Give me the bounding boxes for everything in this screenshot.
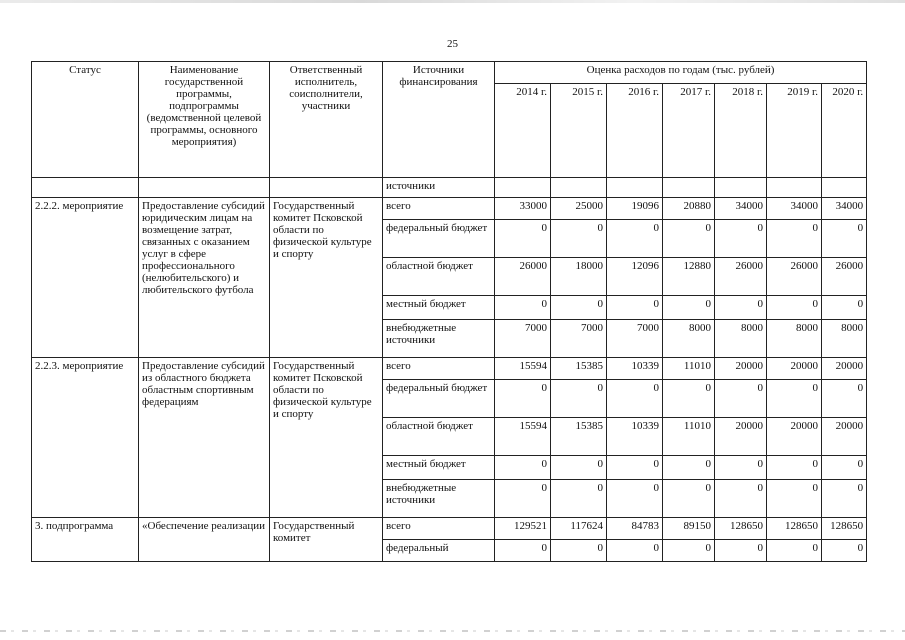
source-cell: федеральный бюджет [383,380,495,418]
source-cell: всего [383,518,495,540]
table-cell [139,178,270,198]
value-cell: 128650 [822,518,867,540]
table-cell [715,178,767,198]
value-cell: 20000 [822,418,867,456]
value-cell: 0 [663,380,715,418]
source-cell: всего [383,198,495,220]
value-cell: 0 [495,296,551,320]
program-name-cell: Предоставление субсидий юридическим лицам на возмещение затрат, связанных с оказанием услуг в сфере профессионального (нелюбительского) и любительского футбола [139,198,270,358]
value-cell: 26000 [715,258,767,296]
header-year: 2019 г. [767,84,822,178]
value-cell: 34000 [767,198,822,220]
value-cell: 0 [551,540,607,562]
value-cell: 0 [607,380,663,418]
table-cell [32,178,139,198]
header-year: 2016 г. [607,84,663,178]
value-cell: 0 [551,220,607,258]
value-cell: 0 [822,480,867,518]
value-cell: 0 [715,296,767,320]
value-cell: 8000 [663,320,715,358]
value-cell: 0 [607,540,663,562]
header-year: 2020 г. [822,84,867,178]
value-cell: 0 [663,220,715,258]
value-cell: 0 [663,456,715,480]
value-cell: 0 [822,296,867,320]
header-responsible: Ответственный исполнитель, соисполнители, участники [270,62,383,178]
value-cell: 0 [551,480,607,518]
value-cell: 0 [767,540,822,562]
value-cell: 20000 [715,358,767,380]
source-cell: федеральный бюджет [383,220,495,258]
value-cell: 0 [495,456,551,480]
value-cell: 89150 [663,518,715,540]
value-cell: 0 [663,296,715,320]
value-cell: 19096 [607,198,663,220]
value-cell: 18000 [551,258,607,296]
value-cell: 33000 [495,198,551,220]
value-cell: 0 [663,480,715,518]
value-cell: 12096 [607,258,663,296]
value-cell: 0 [551,380,607,418]
value-cell: 20000 [822,358,867,380]
value-cell: 0 [551,296,607,320]
table-cell [767,178,822,198]
scan-edge-top [0,0,905,3]
value-cell: 0 [767,296,822,320]
value-cell: 26000 [495,258,551,296]
status-cell: 2.2.3. мероприятие [32,358,139,518]
table-cell [551,178,607,198]
value-cell: 0 [495,540,551,562]
value-cell: 20000 [767,418,822,456]
header-sources: Источники финансирования [383,62,495,178]
responsible-cell: Государственный комитет Псковской области по физической культуре и спорту [270,358,383,518]
table-cell [822,178,867,198]
source-cell: местный бюджет [383,456,495,480]
source-cell: областной бюджет [383,258,495,296]
value-cell: 0 [607,220,663,258]
source-cell: всего [383,358,495,380]
source-cell: источники [383,178,495,198]
value-cell: 0 [822,220,867,258]
value-cell: 15385 [551,418,607,456]
table-cell [607,178,663,198]
program-name-cell: Предоставление субсидий из областного бюджета областным спортивным федерациям [139,358,270,518]
value-cell: 0 [495,380,551,418]
header-estimate: Оценка расходов по годам (тыс. рублей) [495,62,867,84]
value-cell: 7000 [495,320,551,358]
value-cell: 10339 [607,358,663,380]
responsible-cell: Государственный комитет Псковской области по физической культуре и спорту [270,198,383,358]
value-cell: 15594 [495,358,551,380]
table-cell [495,178,551,198]
value-cell: 0 [822,380,867,418]
value-cell: 0 [715,540,767,562]
page-number: 25 [447,38,458,50]
value-cell: 0 [607,296,663,320]
source-cell: внебюджетные источники [383,320,495,358]
value-cell: 12880 [663,258,715,296]
value-cell: 7000 [607,320,663,358]
program-name-cell: «Обеспечение реализации [139,518,270,562]
value-cell: 128650 [715,518,767,540]
value-cell: 11010 [663,418,715,456]
value-cell: 0 [715,380,767,418]
value-cell: 15385 [551,358,607,380]
value-cell: 0 [663,540,715,562]
value-cell: 20000 [715,418,767,456]
value-cell: 0 [715,456,767,480]
header-year: 2018 г. [715,84,767,178]
table-row [32,198,867,220]
value-cell: 128650 [767,518,822,540]
value-cell: 0 [767,456,822,480]
table-cell [663,178,715,198]
header-year: 2015 г. [551,84,607,178]
value-cell: 0 [495,480,551,518]
source-cell: внебюджетные источники [383,480,495,518]
source-cell: местный бюджет [383,296,495,320]
value-cell: 0 [822,456,867,480]
value-cell: 26000 [767,258,822,296]
status-cell: 2.2.2. мероприятие [32,198,139,358]
header-year: 2017 г. [663,84,715,178]
value-cell: 7000 [551,320,607,358]
value-cell: 117624 [551,518,607,540]
value-cell: 20880 [663,198,715,220]
source-cell: федеральный [383,540,495,562]
value-cell: 0 [715,480,767,518]
source-cell: областной бюджет [383,418,495,456]
value-cell: 26000 [822,258,867,296]
continuation-row [32,178,867,198]
value-cell: 25000 [551,198,607,220]
value-cell: 8000 [767,320,822,358]
table-cell [270,178,383,198]
value-cell: 0 [767,220,822,258]
value-cell: 0 [607,456,663,480]
responsible-cell: Государственный комитет [270,518,383,562]
value-cell: 8000 [822,320,867,358]
value-cell: 0 [767,480,822,518]
header-year: 2014 г. [495,84,551,178]
scan-edge-bottom [0,630,905,632]
value-cell: 15594 [495,418,551,456]
value-cell: 0 [715,220,767,258]
value-cell: 129521 [495,518,551,540]
budget-table [31,61,867,562]
value-cell: 34000 [715,198,767,220]
value-cell: 0 [607,480,663,518]
value-cell: 34000 [822,198,867,220]
value-cell: 8000 [715,320,767,358]
table-row [32,518,867,540]
value-cell: 11010 [663,358,715,380]
value-cell: 0 [551,456,607,480]
value-cell: 84783 [607,518,663,540]
value-cell: 0 [822,540,867,562]
blocks-body [32,198,867,562]
value-cell: 10339 [607,418,663,456]
header-program-name: Наименование государственной программы, подпрограммы (ведомственной целевой программы, основного мероприятия) [139,62,270,178]
status-cell: 3. подпрограмма [32,518,139,562]
value-cell: 0 [767,380,822,418]
value-cell: 0 [495,220,551,258]
table-row [32,358,867,380]
value-cell: 20000 [767,358,822,380]
header-status: Статус [32,62,139,178]
